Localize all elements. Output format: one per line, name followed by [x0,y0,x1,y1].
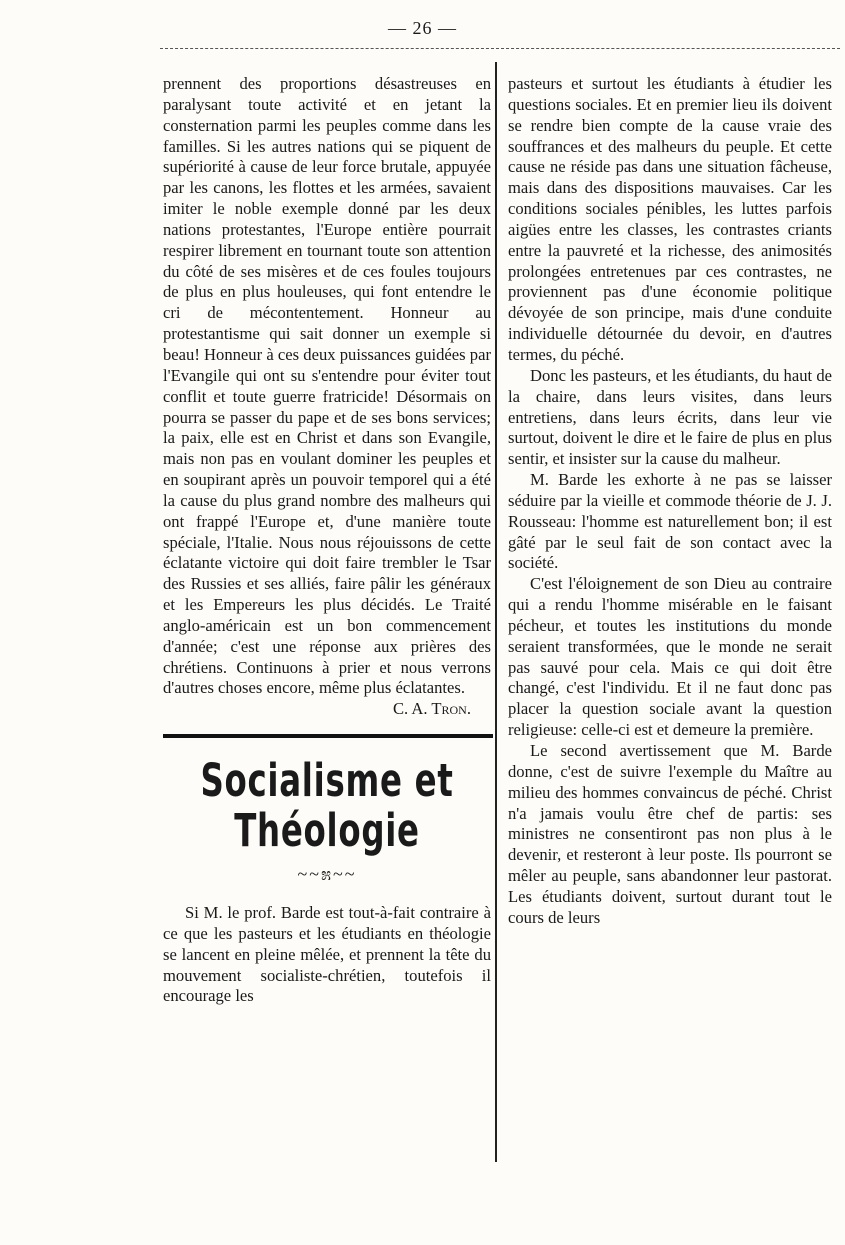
page-number: — 26 — [388,18,457,38]
header-rule [160,48,840,49]
heading-rule [163,734,493,738]
left-column [163,74,491,1007]
right-column [508,74,832,929]
article-paragraph: Si M. le prof. Barde est tout-à-fait contraire à ce que les pasteurs et les étudiants en théologie se lancent en pleine mêlée, et prennent la tête du mouvement socialiste-chrétien, toutefois il encourage les [163,903,491,1006]
article-paragraph: Donc les pasteurs, et les étudiants, du haut de la chaire, dans leurs visites, dans leurs entretiens, dans leurs écrits, dans leur vie surtout, doivent le dire et le faire de plus en plus sentir, et insister sur la cause du malheur. [508,365,832,469]
author-signature: C. A. Tron. [392,699,471,719]
article-paragraph: Le second avertissement que M. Barde donne, c'est de suivre l'exemple du Maître au milieu des hommes convaincus de péché. Christ n'a jamais voulu être chef de partis: ses ministres ne consentiront pas non plus à le devenir, et resteront à leur poste. Ils pourront se mêler au peuple, sans abandonner leur pastorat. Les étudiants doivent, surtout durant tout le cours de leurs [508,741,832,927]
ornament-icon: ~~೫~~ [297,864,357,885]
article-paragraph: C'est l'éloignement de son Dieu au contraire qui a rendu l'homme misérable en le faisant pécheur, et toutes les institutions du monde seraient transformées, que le monde ne serait pas sauvé pour cela. Mais ce qui doit être changé, c'est l'individu. Et il ne faut donc pas placer la question sociale avant la question religieuse: celle-ci est et demeure la première. [508,574,832,740]
article-paragraph: prennent des proportions désastreuses en paralysant toute activité et en jetant la consternation parmi les peuples comme dans les familles. Si les autres nations qui se piquent de supériorité à cause de leur force brutale, appuyée par les canons, les flottes et les armées, savaient imiter le noble exemple donné par les deux nations protestantes, l'Europe entière pourrait respirer librement en tournant toute son attention du côté de ses misères et de ces foules toujours de plus en plus houleuses, qui font entendre le cri de mécontentement. Honneur au protestantisme qui sait donner un exemple si beau! Honneur à ces deux puissances guidées par l'Evangile qui ont su s'entendre pour éviter tout conflit et toute guerre fratricide! Désormais on pourra se passer du pape et de ses bons services; la paix, elle est en Christ et dans son Evangile, mais non pas en voulant dominer les peuples et en soupirant après un pouvoir temporel qui a été la cause du plus grand nombre des malheurs qui ont frappé l'Europe et, d'une manière toute spéciale, l'Italie. Nous nous réjouissons de cette éclatante victoire qui doit faire trembler le Tsar des Russies et ses alliés, faire pâlir les généraux et les Empereurs les plus décidés. Le Traité anglo-américain est un bon commencement d'année; c'est une réponse aux prières des chrétiens. Continuons à prier et nous verrons d'autres choses encore, même plus éclatantes. [163,74,491,698]
article-paragraph: pasteurs et surtout les étudiants à étudier les questions sociales. Et en premier lieu ils doivent se rendre bien compte de la cause vraie des souffrances et des malheurs du peuple. Et cette cause ne réside pas dans une situation fâcheuse, mais dans des dispositions mauvaises. Car les conditions sociales pénibles, les luttes parfois aigües entre les classes, les contrastes criants entre la pauvreté et la richesse, des animosités prolongées entretenues par ces contrastes, ne proviennent pas d'une économie politique dévoyée de son principe, mais d'une conduite individuelle détournée du devoir, en d'autres termes, du péché. [508,74,832,364]
article-paragraph: M. Barde les exhorte à ne pas se laisser séduire par la vieille et commode théorie de J. J. Rousseau: l'homme est naturellement bon; il est gâté par le seul fait de son contact avec la société. [508,470,832,573]
article-heading: Socialisme et Théologie [200,754,454,858]
column-divider [495,62,497,1162]
